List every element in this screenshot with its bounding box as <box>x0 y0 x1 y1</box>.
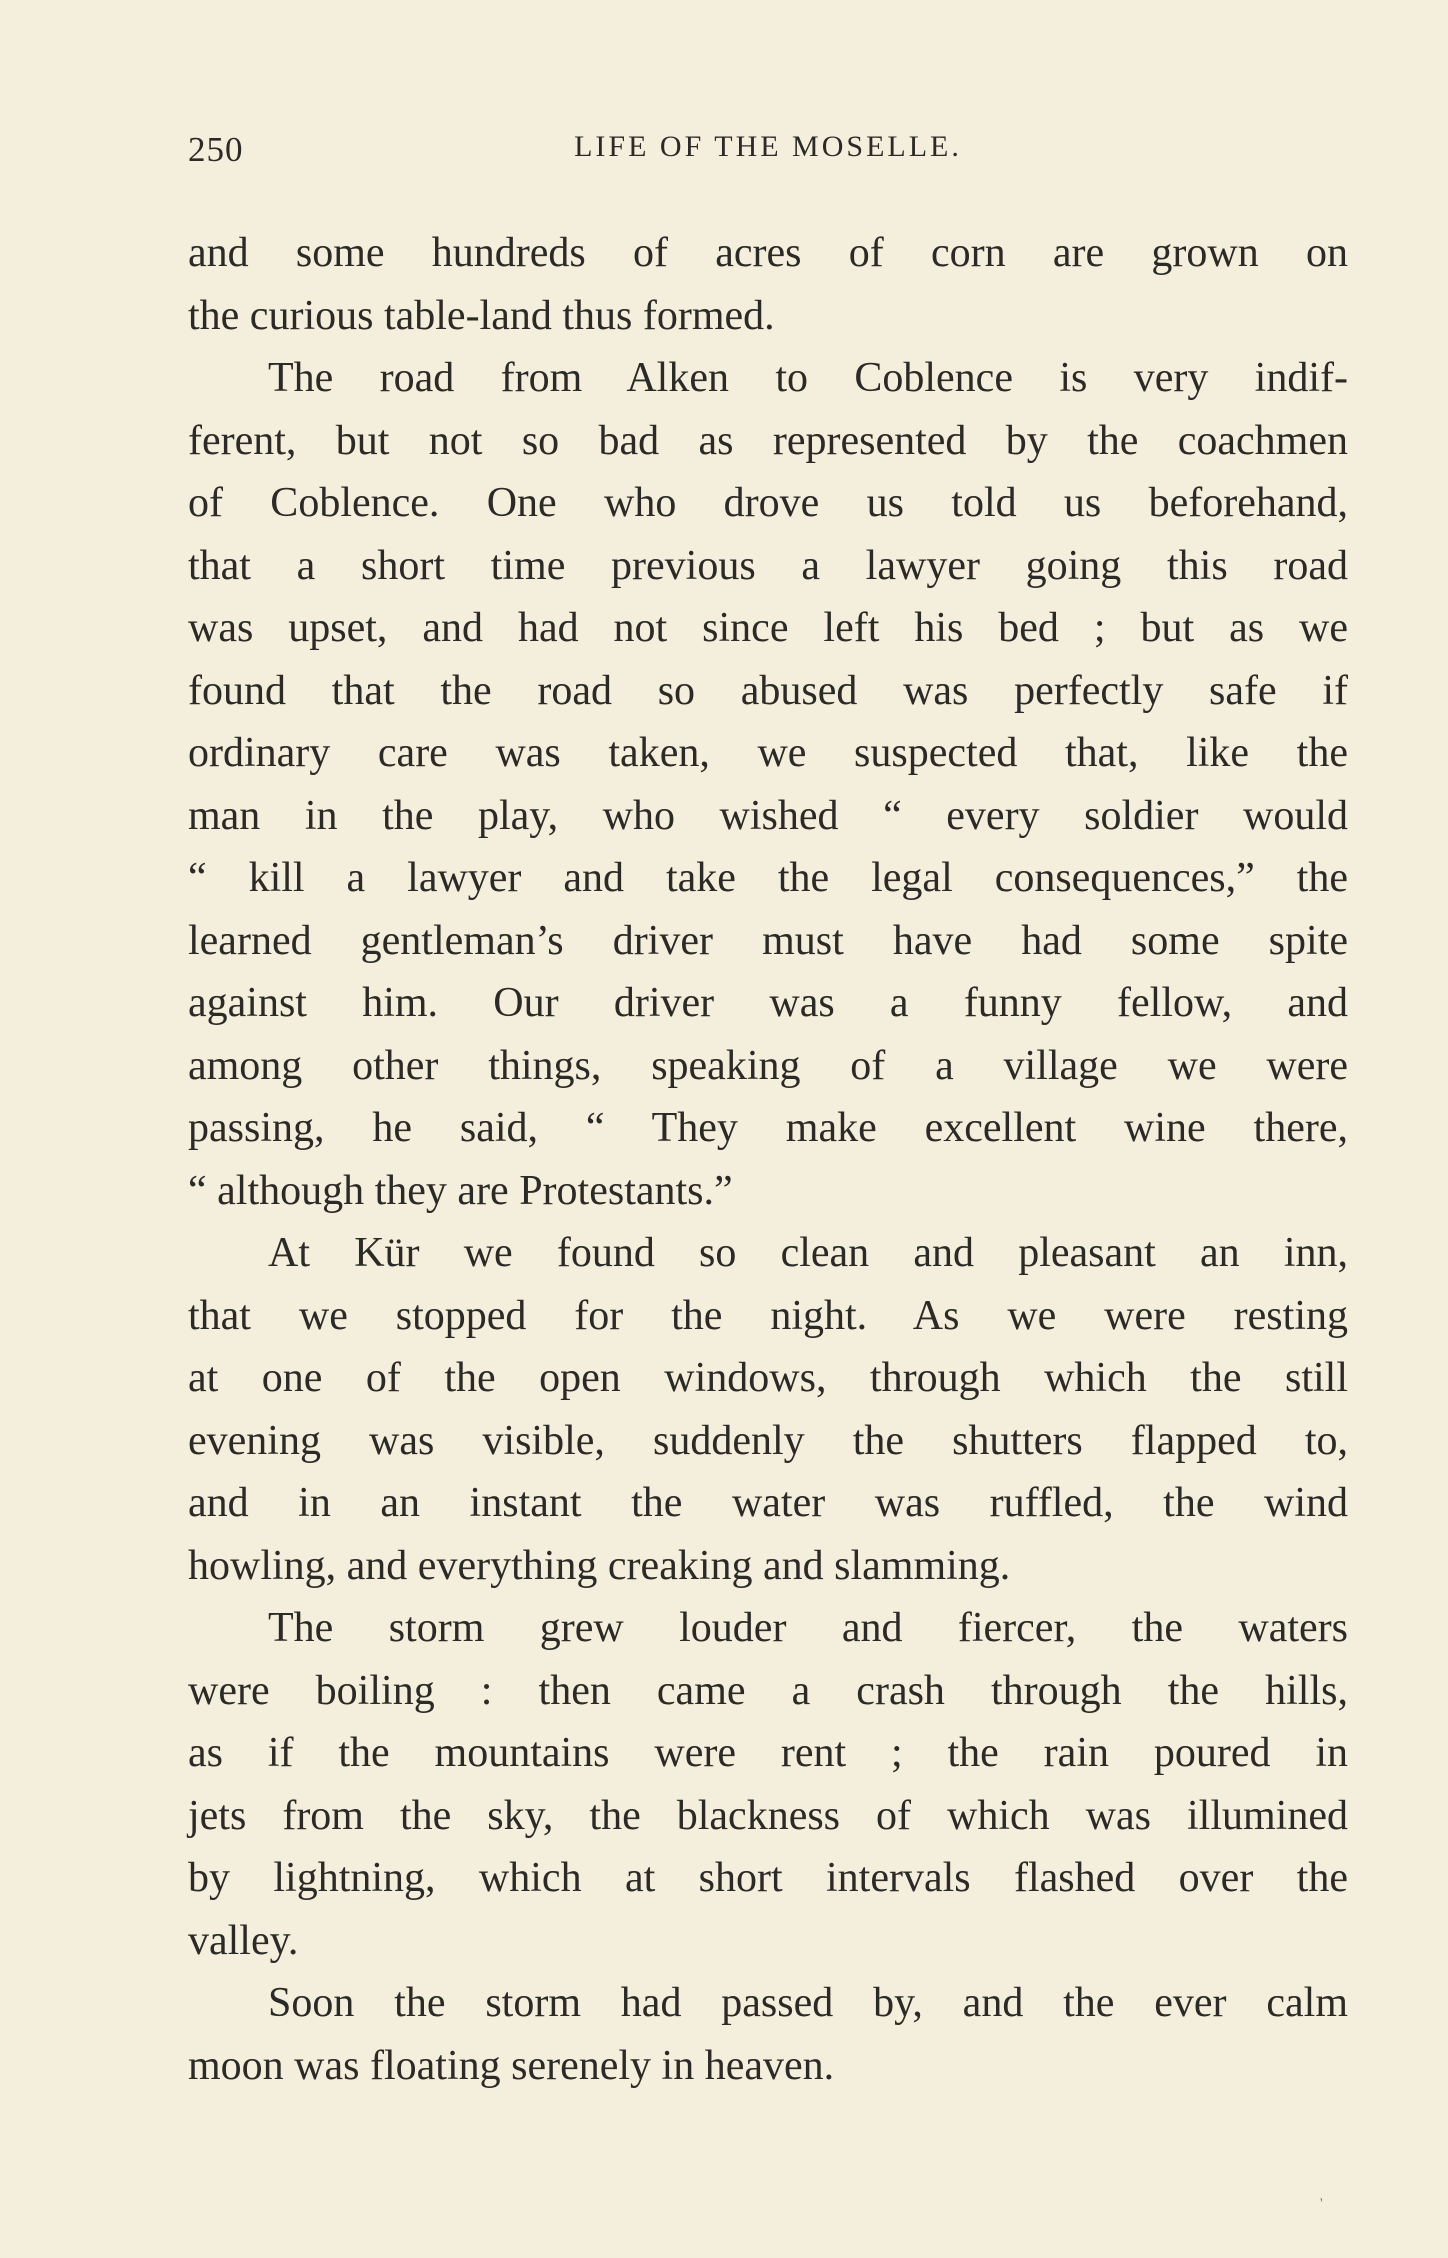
text-line: and in an instant the water was ruffled, the wind <box>188 1480 1348 1526</box>
text-line: “ kill a lawyer and take the legal consequences,” the <box>188 855 1348 901</box>
text-line: ferent, but not so bad as represented by the coachmen <box>188 417 1348 464</box>
text-line: that a short time previous a lawyer going this road <box>188 542 1348 589</box>
text-line: as if the mountains were rent ; the rain poured in <box>188 1730 1348 1776</box>
text-line: At Kür we found so clean and pleasant an inn, <box>268 1230 1348 1276</box>
text-line: the curious table-land thus formed. <box>188 292 775 339</box>
text-line: man in the play, who wished “ every soldier would <box>188 792 1348 839</box>
text-line: by lightning, which at short intervals flashed over the <box>188 1855 1348 1901</box>
text-line: Soon the storm had passed by, and the ever calm <box>268 1980 1348 2026</box>
body-text <box>188 222 1348 2097</box>
page-number: 250 <box>188 130 244 169</box>
text-line: learned gentleman’s driver must have had some spite <box>188 917 1348 964</box>
running-head <box>188 130 1348 174</box>
printer-mark: ˴ <box>1315 2188 1331 2207</box>
text-line: against him. Our driver was a funny fellow, and <box>188 980 1348 1026</box>
running-title: LIFE OF THE MOSELLE. <box>574 130 962 163</box>
text-line: moon was floating serenely in heaven. <box>188 2042 835 2089</box>
text-line: at one of the open windows, through which the still <box>188 1355 1348 1401</box>
text-line: valley. <box>188 1917 299 1964</box>
text-line: ordinary care was taken, we suspected that, like the <box>188 730 1348 776</box>
text-line: “ although they are Protestants.” <box>188 1167 733 1214</box>
text-line: found that the road so abused was perfectly safe if <box>188 667 1348 714</box>
text-line: that we stopped for the night. As we were resting <box>188 1292 1348 1339</box>
text-line: of Coblence. One who drove us told us beforehand, <box>188 480 1348 526</box>
text-line: jets from the sky, the blackness of which was illumined <box>188 1792 1348 1839</box>
text-line: passing, he said, “ They make excellent wine there, <box>188 1105 1348 1151</box>
text-line: among other things, speaking of a village we were <box>188 1042 1348 1089</box>
text-line: The road from Alken to Coblence is very indif- <box>268 355 1348 401</box>
text-line: were boiling : then came a crash through the hills, <box>188 1667 1348 1714</box>
text-line: The storm grew louder and fiercer, the waters <box>268 1605 1348 1651</box>
text-line: evening was visible, suddenly the shutters flapped to, <box>188 1417 1348 1464</box>
text-line: and some hundreds of acres of corn are grown on <box>188 230 1348 276</box>
text-line: was upset, and had not since left his bed ; but as we <box>188 605 1348 651</box>
text-line: howling, and everything creaking and slamming. <box>188 1542 1011 1589</box>
